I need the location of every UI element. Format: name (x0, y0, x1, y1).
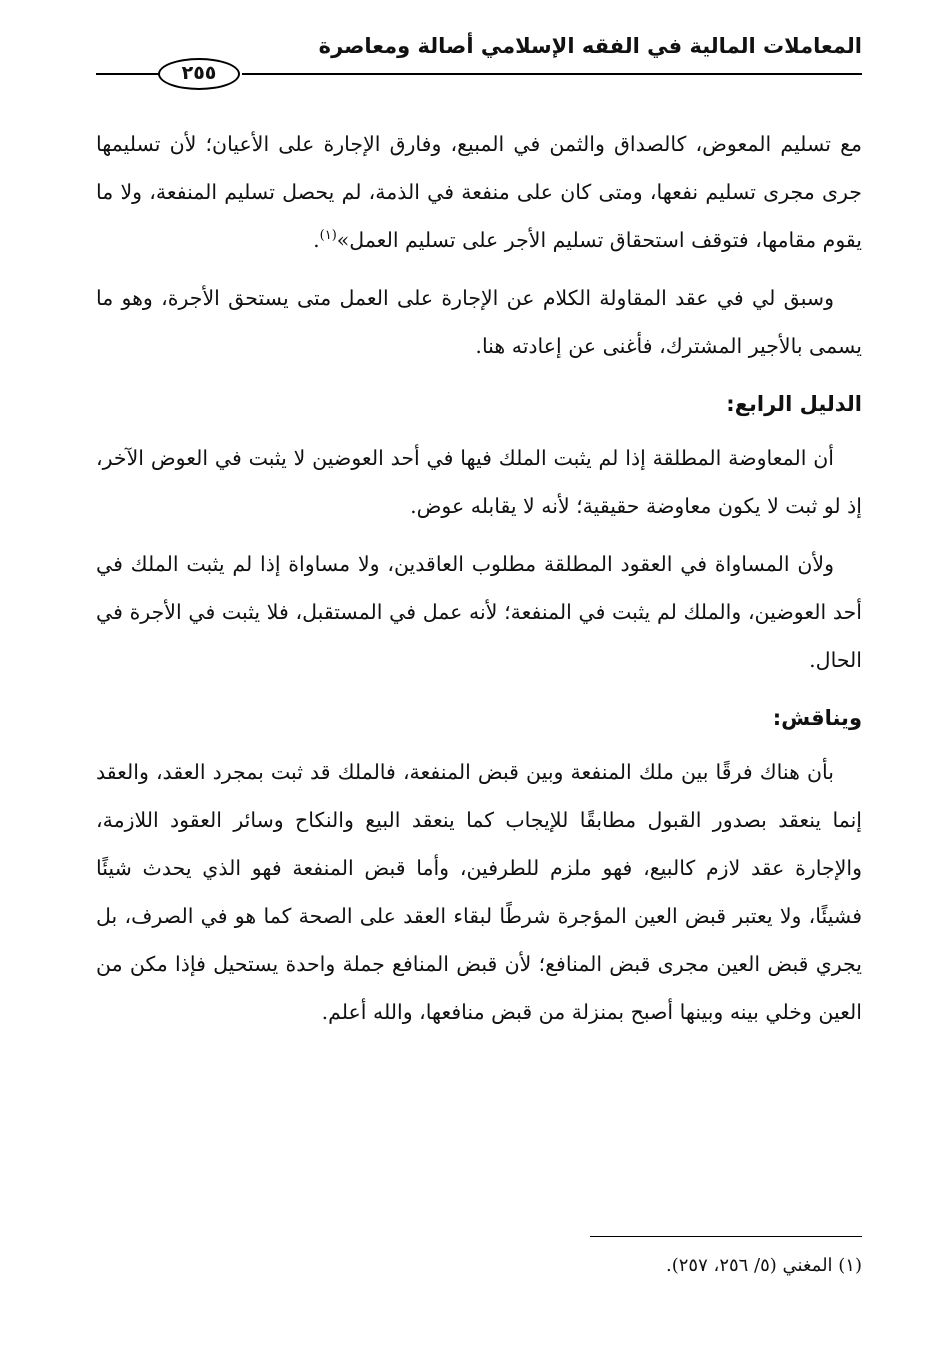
paragraph-1-end: . (313, 228, 320, 252)
body-text (96, 120, 862, 1046)
running-title: المعاملات المالية في الفقه الإسلامي أصالة ومعاصرة (318, 34, 862, 58)
paragraph-1-text: مع تسليم المعوض، كالصداق والثمن في المبيع، وفارق الإجارة على الأعيان؛ لأن تسليمها جرى مجرى تسليم نفعها، ومتى كان على منفعة في الذمة، لم يحصل تسليم المنفعة، ولا ما يقوم مقامها، فتوقف استحقاق تسليم الأجر على تسليم العمل» (96, 132, 862, 252)
section-heading-discussion: ويناقش: (772, 706, 862, 730)
paragraph-2: وسبق لي في عقد المقاولة الكلام عن الإجارة على العمل متى يستحق الأجرة، وهو ما يسمى بالأجير المشترك، فأغنى عن إعادته هنا. (96, 286, 862, 358)
paragraph-1 (96, 120, 862, 264)
paragraph-5: بأن هناك فرقًا بين ملك المنفعة وبين قبض المنفعة، فالملك قد ثبت بمجرد العقد، والعقد إنما ينعقد بصدور القبول مطابقًا للإيجاب كما ينعقد البيع والنكاح وسائر العقود اللازمة، والإجارة عقد لازم كالبيع، فهو ملزم للطرفين، وأما قبض المنفعة فهو الذي يحدث شيئًا فشيئًا، ولا يعتبر قبض العين المؤجرة شرطًا لبقاء العقد على الصحة كما هو في الصرف، بل يجري قبض العين مجرى قبض المنافع؛ لأن قبض المنافع جملة واحدة يستحيل فإذا مكن من العين وخلي بينه وبينها أصبح بمنزلة من قبض منافعها، والله أعلم. (96, 760, 862, 1024)
header-rule (242, 73, 862, 75)
footnote-separator (590, 1236, 862, 1237)
page-number: ٢٥٥ (158, 58, 240, 90)
header-rule-left (96, 73, 158, 75)
paragraph-4: ولأن المساواة في العقود المطلقة مطلوب العاقدين، ولا مساواة إذا لم يثبت الملك في أحد العوضين، والملك لم يثبت في المنفعة؛ لأنه عمل في المستقبل، فلا يثبت في الأجرة في الحال. (96, 552, 862, 672)
footnote-1: (١) المغني (٥/ ٢٥٦، ٢٥٧). (666, 1255, 862, 1276)
footnote-reference: (١) (319, 228, 337, 244)
paragraph-3: أن المعاوضة المطلقة إذا لم يثبت الملك فيها في أحد العوضين لا يثبت في العوض الآخر، إذ لو ثبت لا يكون معاوضة حقيقية؛ لأنه لا يقابله عوض. (96, 446, 862, 518)
section-heading-fourth-evidence: الدليل الرابع: (726, 392, 862, 416)
